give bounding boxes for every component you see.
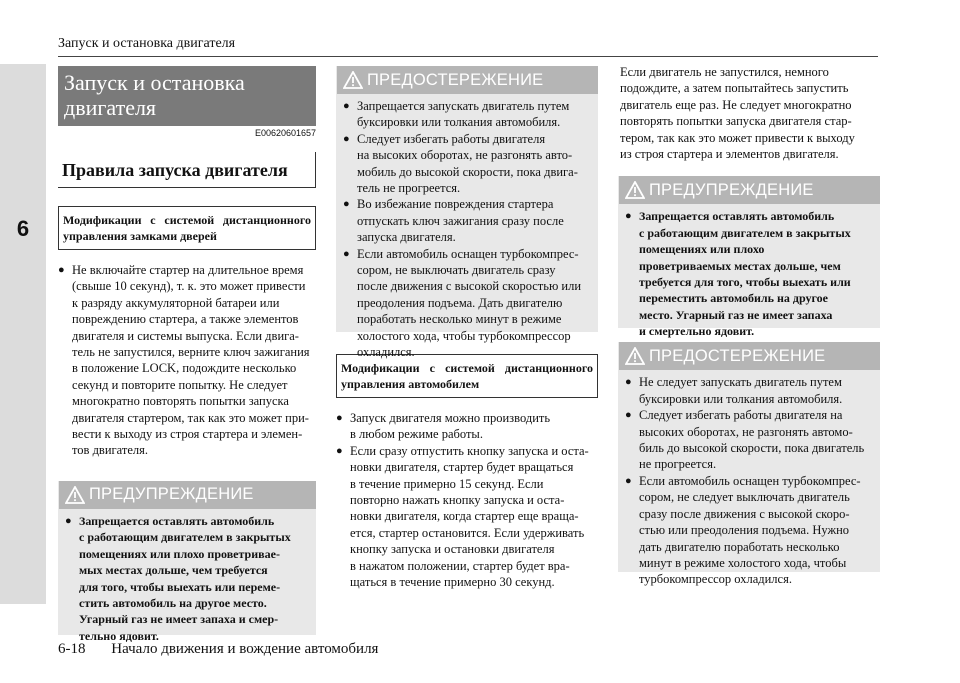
list-item: ● Запрещается запускать двигатель путем буксировки или толкания автомобиля. — [343, 98, 592, 131]
list-item: ● Следует избегать работы двигателя на высоких оборотах, не разгонять авто- мобиль до высокой скорости, пока двига- тель не прогреется. — [343, 131, 592, 197]
warning-header — [619, 176, 880, 204]
list-item: ● Запуск двигателя можно производить в любом режиме работы. — [336, 410, 598, 443]
column-right — [618, 65, 880, 587]
bullet-list — [58, 262, 316, 459]
caution-label: ПРЕДОСТЕРЕЖЕНИЕ — [367, 70, 544, 89]
caution-label: ПРЕДОСТЕРЕЖЕНИЕ — [649, 346, 826, 365]
warning-triangle-icon — [65, 486, 85, 504]
running-header: Запуск и остановка двигателя — [58, 36, 236, 51]
list-item: ● Если автомобиль оснащен турбокомпрес- сором, не следует выключать двигатель сразу после движения с высокой скоро- стью или преодоления подъема. Нужно дать двигателю поработать несколько минут в режиме холостого хода, чтобы турбокомпрессор охладился. — [625, 473, 874, 588]
list-item: ● Запрещается оставлять автомобиль с работающим двигателем в закрытых помещениях или плохо проветриваемых местах дольше, чем требуется для того, чтобы выехать или переместить автомобиль на другое место. Угарный газ не имеет запаха и смертельно ядовит. — [625, 208, 874, 339]
warning-triangle-icon — [343, 71, 363, 89]
caution-header — [619, 342, 880, 370]
bullet-list — [336, 410, 598, 590]
list-item: ● Не следует запускать двигатель путем буксировки или толкания автомобиля. — [625, 374, 874, 407]
header-rule — [58, 56, 878, 57]
list-item: ● Не включайте стартер на длительное время (свыше 10 секунд), т. к. это может привести к разряду аккумуляторной батареи или повреждению стартера, а также элементов двигателя и системы выпуска. Если двига- тель не запустился, верните ключ зажигания в положение LOCK, подождите несколько секунд и повторите попытку. Не следует многократно повторять попытки запуска двигателя стартером, так как это может при- вести к выходу из строя стартера и элемен- тов двигателя. — [58, 262, 316, 459]
warning-label: ПРЕДУПРЕЖДЕНИЕ — [89, 485, 254, 504]
section-title-text: Запуск и остановка двигателя — [64, 70, 245, 120]
warning-panel — [618, 176, 880, 339]
warning-body — [59, 509, 316, 652]
page-number: 6-18 — [58, 641, 86, 657]
list-item: ● Следует избегать работы двигателя на высоких оборотах, не разгонять автомо- биль до высокой скорости, пока двигатель не прогреется. — [625, 407, 874, 473]
section-title — [58, 66, 316, 126]
caution-panel — [618, 342, 880, 587]
warning-panel — [58, 481, 316, 643]
list-item: ● Если сразу отпустить кнопку запуска и оста- новки двигателя, стартер будет вращаться в течение примерно 15 секунд. Если повторно нажать кнопку запуска и оста- новки двигателя, когда стартер еще враща- ется, стартер остановится. Если удерживать кнопку запуска и остановки двигателя в нажатом положении, стартер будет вра- щаться в течение примерно 30 секунд. — [336, 443, 598, 591]
chapter-tab — [0, 64, 46, 604]
caution-panel — [336, 66, 598, 360]
chapter-title: Начало движения и вождение автомобиля — [111, 641, 379, 657]
warning-triangle-icon — [625, 347, 645, 365]
warning-body — [619, 204, 880, 347]
document-code: E00620601657 — [254, 128, 316, 138]
page-footer — [58, 641, 378, 658]
warning-header — [59, 481, 316, 509]
warning-triangle-icon — [625, 181, 645, 199]
chapter-number: 6 — [16, 216, 30, 241]
list-item: ● Если автомобиль оснащен турбокомпрес- сором, не выключать двигатель сразу после движения с высокой скоростью или преодоления подъема. Дать двигателю поработать несколько минут в режиме холостого хода, чтобы турбокомпрессор охладился. — [343, 246, 592, 361]
caution-body — [619, 370, 880, 595]
subhead-remote-control: Модификации с системой дистанционного управления автомобилем — [336, 354, 598, 398]
paragraph: Если двигатель не запустился, немного подождите, а затем попытайтесь запустить двигатель еще раз. Не следует многократно повторять попытки запуска двигателя стар- тером, так как это может привести к выходу из строя стартера и элементов двигателя. — [620, 65, 855, 162]
subhead-remote-locking: Модификации с системой дистанционного управления замками дверей — [58, 206, 316, 250]
column-middle — [336, 66, 598, 590]
list-item: ● Запрещается оставлять автомобиль с работающим двигателем в закрытых помещениях или плохо проветривае- мых местах дольше, чем требуется для того, чтобы выехать или переме- стить автомобиль на другое место. Угарный газ не имеет запаха и смер- тельно ядовит. — [65, 513, 310, 644]
caution-header — [337, 66, 598, 94]
list-item: ● Во избежание повреждения стартера отпускать ключ зажигания сразу после запуска двигателя. — [343, 196, 592, 245]
section-heading: Правила запуска двигателя — [58, 152, 316, 188]
caution-body — [337, 94, 598, 369]
warning-label: ПРЕДУПРЕЖДЕНИЕ — [649, 180, 814, 199]
column-left — [58, 66, 316, 643]
